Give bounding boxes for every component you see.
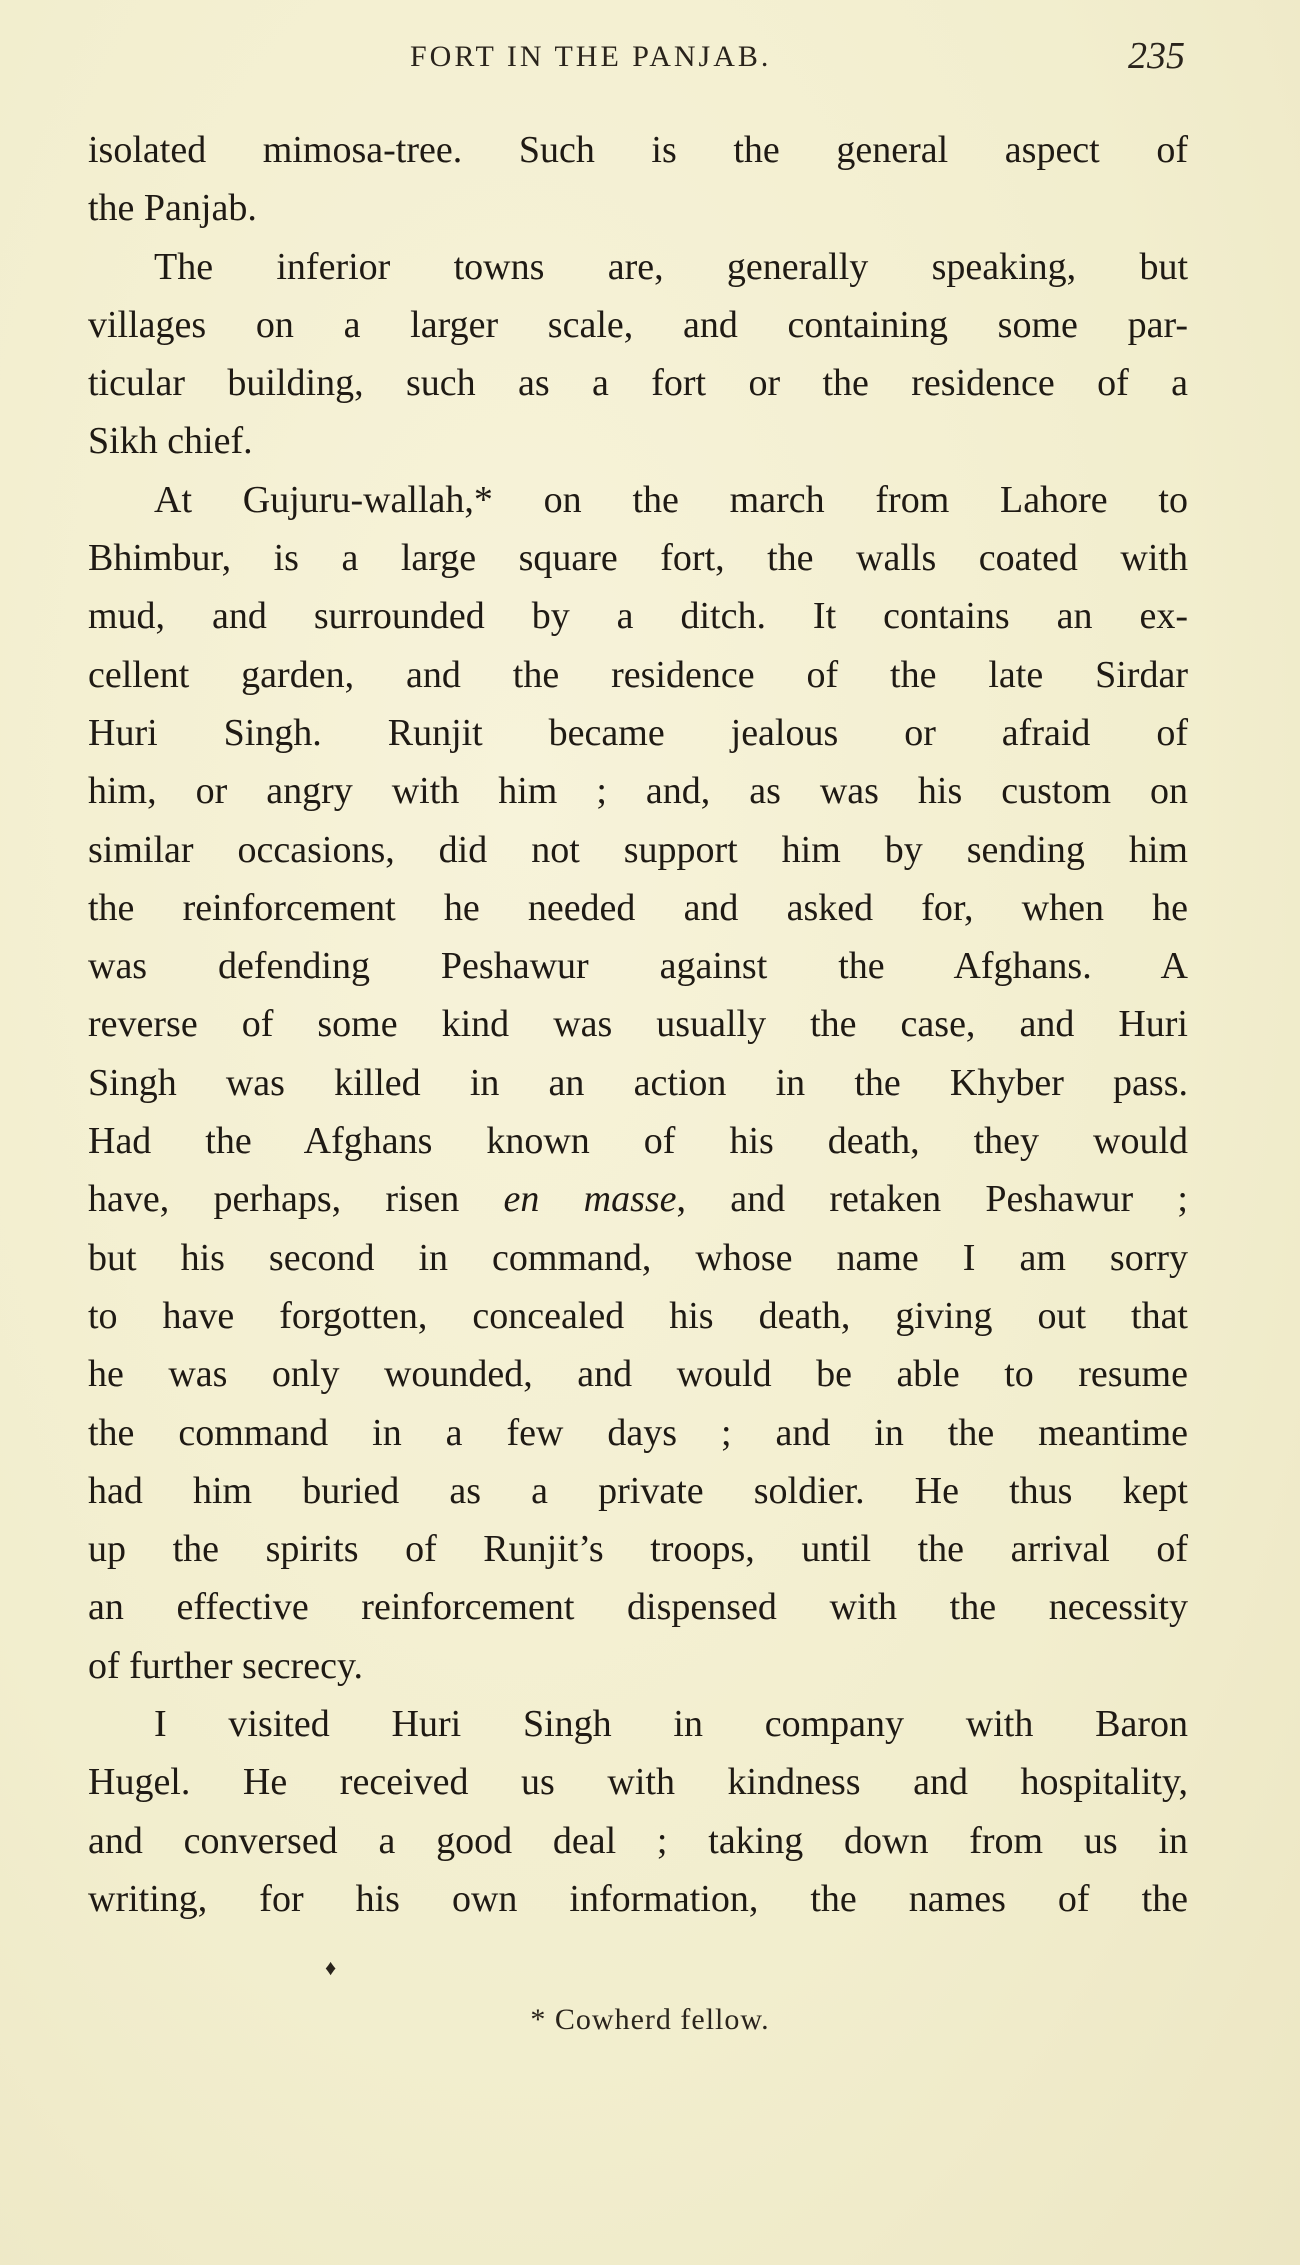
text-line: I visited Huri Singh in company with Baron [154,1703,1188,1746]
text-line: The inferior towns are, generally speaking, but [154,245,1188,288]
text-line: of further secrecy. [88,1644,363,1687]
text-line: was defending Peshawur against the Afghans. A [88,945,1188,988]
text-line: the Panjab. [88,187,257,230]
italic-phrase: en masse [503,1178,677,1221]
footnote: * Cowherd fellow. [530,2003,770,2036]
text-line: Bhimbur, is a large square fort, the walls coated with [88,537,1188,580]
text-line: the reinforcement he needed and asked for, when he [88,886,1188,929]
text-line: the command in a few days ; and in the meantime [88,1411,1188,1454]
text-line: had him buried as a private soldier. He thus kept [88,1469,1188,1512]
text-line: reverse of some kind was usually the case, and Huri [88,1003,1188,1046]
running-head [0,34,1300,84]
text-line: villages on a larger scale, and containing some par- [88,303,1188,346]
text-line: up the spirits of Runjit’s troops, until the arrival of [88,1528,1188,1571]
text-line: cellent garden, and the residence of the late Sirdar [88,653,1188,696]
text-line: Singh was killed in an action in the Khyber pass. [88,1061,1188,1104]
page-number: 235 [1128,35,1185,77]
text-segment: , and retaken Peshawur ; [676,1178,1188,1221]
text-line: mud, and surrounded by a ditch. It contains an ex- [88,595,1188,638]
text-line [88,1170,1188,1228]
text-line: Sikh chief. [88,420,253,463]
text-line: similar occasions, did not support him by sending him [88,828,1188,871]
text-line: Hugel. He received us with kindness and hospitality, [88,1761,1188,1804]
text-line: Huri Singh. Runjit became jealous or afraid of [88,711,1188,754]
text-line: ticular building, such as a fort or the residence of a [88,362,1188,405]
text-line: but his second in command, whose name I am sorry [88,1236,1188,1279]
text-line: Had the Afghans known of his death, they would [88,1120,1188,1163]
text-line: to have forgotten, concealed his death, giving out that [88,1294,1188,1337]
text-line: isolated mimosa-tree. Such is the general aspect of [88,129,1188,171]
text-line: and conversed a good deal ; taking down from us in [88,1819,1188,1862]
text-line: At Gujuru-wallah,* on the march from Lahore to [154,478,1188,521]
running-title: FORT IN THE PANJAB. [410,40,772,73]
text-line: writing, for his own information, the names of the [88,1877,1188,1920]
printer-mark: ♦ [325,1955,337,1980]
text-segment: have, perhaps, risen [88,1178,504,1221]
text-line: him, or angry with him ; and, as was his custom on [88,770,1188,813]
body-text [88,121,1188,1928]
text-line: he was only wounded, and would be able to resume [88,1353,1188,1396]
text-line: an effective reinforcement dispensed with the necessity [88,1586,1188,1629]
